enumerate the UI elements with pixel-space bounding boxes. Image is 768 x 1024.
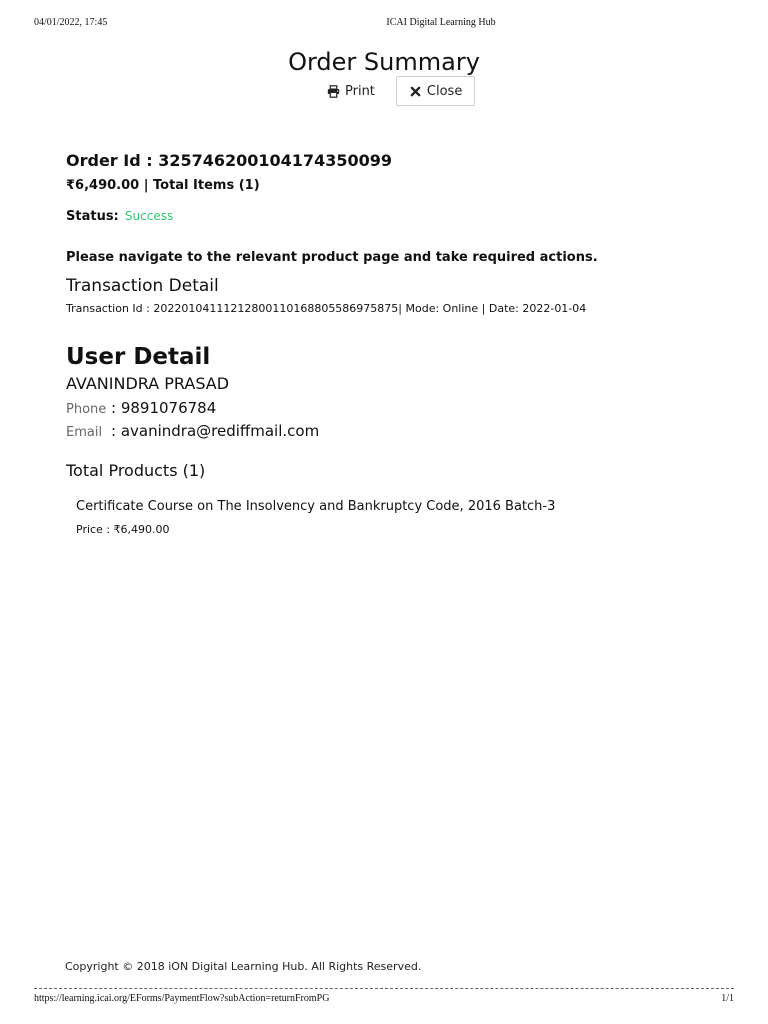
transaction-line: Transaction Id : 20220104111212800110168805586975875| Mode: Online | Date: 2022-01-04 xyxy=(66,302,587,315)
product-price: Price : ₹6,490.00 xyxy=(76,523,170,536)
status-badge: Success xyxy=(124,209,174,223)
total-products-title: Total Products (1) xyxy=(66,461,206,480)
order-amount: ₹6,490.00 | Total Items (1) xyxy=(66,178,260,193)
print-button[interactable] xyxy=(314,76,388,106)
printer-icon xyxy=(327,85,340,98)
order-id: Order Id : 325746200104174350099 xyxy=(66,151,392,170)
close-button[interactable] xyxy=(396,76,475,106)
close-button-label: Close xyxy=(426,83,463,99)
product-name: Certificate Course on The Insolvency and Bankruptcy Code, 2016 Batch-3 xyxy=(76,499,556,514)
order-status xyxy=(66,207,726,225)
copyright-text: Copyright © 2018 iON Digital Learning Hub. All Rights Reserved. xyxy=(65,960,422,973)
status-label: Status: xyxy=(66,209,119,224)
email-row xyxy=(66,421,726,441)
email-value: : avanindra@rediffmail.com xyxy=(111,422,320,440)
action-bar xyxy=(314,76,475,106)
print-url: https://learning.icai.org/EForms/PaymentFlow?subAction=returnFromPG xyxy=(34,993,330,1004)
close-icon xyxy=(409,85,422,98)
page-title: Order Summary xyxy=(288,48,480,76)
user-name: AVANINDRA PRASAD xyxy=(66,374,230,393)
phone-row xyxy=(66,398,726,418)
user-detail-title: User Detail xyxy=(66,344,211,370)
print-button-label: Print xyxy=(345,83,375,99)
email-label: Email xyxy=(66,425,103,440)
print-page-number: 1/1 xyxy=(721,993,734,1004)
order-summary-content xyxy=(66,150,726,538)
print-page-title: ICAI Digital Learning Hub xyxy=(386,17,496,28)
phone-label: Phone xyxy=(66,402,107,417)
phone-value: : 9891076784 xyxy=(111,399,217,417)
print-datetime: 04/01/2022, 17:45 xyxy=(34,17,108,28)
transaction-detail-title: Transaction Detail xyxy=(66,276,219,296)
navigation-notice: Please navigate to the relevant product page and take required actions. xyxy=(66,250,598,265)
product-item xyxy=(76,498,726,538)
footer-divider xyxy=(34,988,734,989)
